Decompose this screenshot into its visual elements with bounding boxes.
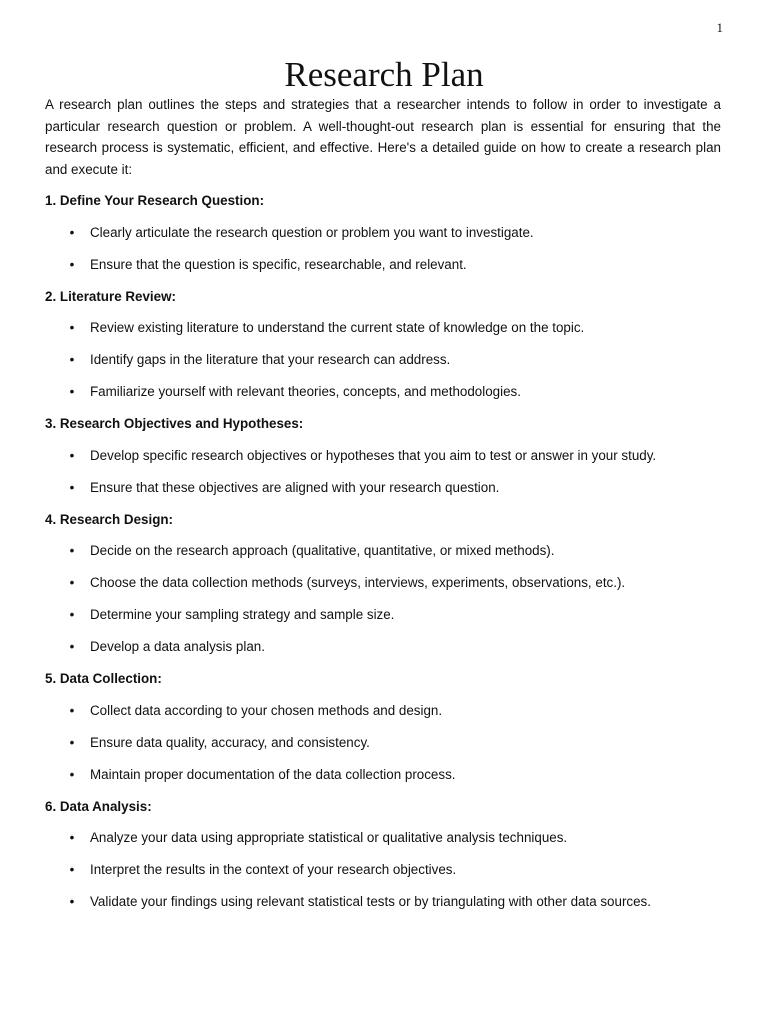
list-item-text: Validate your findings using relevant statistical tests or by triangulating with other data sources. xyxy=(90,894,651,909)
bullet-icon: • xyxy=(69,320,75,335)
bullet-list xyxy=(45,540,721,658)
list-item xyxy=(45,477,721,499)
bullet-icon: • xyxy=(69,862,75,877)
page-number: 1 xyxy=(716,20,723,35)
list-item-text: Analyze your data using appropriate statistical or qualitative analysis techniques. xyxy=(90,830,568,845)
bullet-icon: • xyxy=(69,384,75,399)
bullet-list xyxy=(45,222,721,276)
bullet-icon: • xyxy=(69,734,75,750)
list-item-text: Develop a data analysis plan. xyxy=(90,639,265,654)
bullet-list xyxy=(45,827,721,913)
list-item xyxy=(45,700,721,722)
list-item xyxy=(45,222,721,244)
bullet-icon: • xyxy=(69,543,75,558)
sections-container xyxy=(45,190,721,913)
section-heading: 2. Literature Review: xyxy=(45,288,176,304)
bullet-icon: • xyxy=(69,894,75,909)
section-heading: 4. Research Design: xyxy=(45,511,174,527)
list-item xyxy=(45,445,721,467)
list-item-text: Clearly articulate the research question or problem you want to investigate. xyxy=(90,224,534,240)
bullet-icon: • xyxy=(69,256,75,272)
list-item xyxy=(45,572,721,594)
document-body xyxy=(45,94,721,923)
list-item-text: Determine your sampling strategy and sample size. xyxy=(90,607,395,622)
document-title: Research Plan xyxy=(284,55,484,94)
bullet-list xyxy=(45,445,721,499)
list-item xyxy=(45,604,721,626)
section xyxy=(45,286,721,403)
list-item xyxy=(45,732,721,754)
list-item-text: Collect data according to your chosen methods and design. xyxy=(90,702,443,718)
bullet-list xyxy=(45,317,721,403)
section xyxy=(45,796,721,913)
list-item xyxy=(45,891,721,913)
list-item-text: Familiarize yourself with relevant theories, concepts, and methodologies. xyxy=(90,384,521,399)
list-item xyxy=(45,254,721,276)
list-item-text: Review existing literature to understand the current state of knowledge on the topic. xyxy=(90,320,585,335)
section xyxy=(45,190,721,275)
intro-paragraph: A research plan outlines the steps and strategies that a researcher intends to follow in order to investigate a particular research question or problem. A well-thought-out research plan is essential for ensuring that the research process is systematic, efficient, and effective. Here's a detailed guide on how to create a research plan and execute it: xyxy=(45,97,721,177)
bullet-icon: • xyxy=(69,607,75,622)
bullet-icon: • xyxy=(69,479,75,495)
section-heading: 6. Data Analysis: xyxy=(45,798,152,814)
list-item-text: Ensure data quality, accuracy, and consistency. xyxy=(90,734,370,750)
list-item-text: Identify gaps in the literature that your research can address. xyxy=(90,352,451,367)
list-item-text: Develop specific research objectives or hypotheses that you aim to test or answer in your study. xyxy=(90,447,657,463)
bullet-icon: • xyxy=(69,639,75,654)
list-item xyxy=(45,317,721,339)
bullet-icon: • xyxy=(69,830,75,845)
section-heading: 3. Research Objectives and Hypotheses: xyxy=(45,416,304,431)
bullet-icon: • xyxy=(69,702,75,718)
bullet-list xyxy=(45,700,721,786)
list-item-text: Ensure that these objectives are aligned with your research question. xyxy=(90,479,500,495)
section-heading: 1. Define Your Research Question: xyxy=(45,193,265,208)
list-item xyxy=(45,859,721,881)
section xyxy=(45,413,721,498)
bullet-icon: • xyxy=(69,575,75,590)
list-item xyxy=(45,540,721,562)
list-item-text: Ensure that the question is specific, researchable, and relevant. xyxy=(90,256,467,272)
list-item-text: Maintain proper documentation of the data collection process. xyxy=(90,766,456,782)
section xyxy=(45,509,721,658)
bullet-icon: • xyxy=(69,766,75,782)
bullet-icon: • xyxy=(69,224,75,240)
bullet-icon: • xyxy=(69,447,75,463)
list-item-text: Decide on the research approach (qualitative, quantitative, or mixed methods). xyxy=(90,543,555,558)
section-heading: 5. Data Collection: xyxy=(45,671,162,686)
list-item xyxy=(45,636,721,658)
list-item xyxy=(45,381,721,403)
list-item-text: Interpret the results in the context of your research objectives. xyxy=(90,862,457,877)
list-item xyxy=(45,349,721,371)
list-item xyxy=(45,764,721,786)
list-item xyxy=(45,827,721,849)
section xyxy=(45,668,721,785)
bullet-icon: • xyxy=(69,352,75,367)
list-item-text: Choose the data collection methods (surveys, interviews, experiments, observations, etc.). xyxy=(90,575,626,590)
